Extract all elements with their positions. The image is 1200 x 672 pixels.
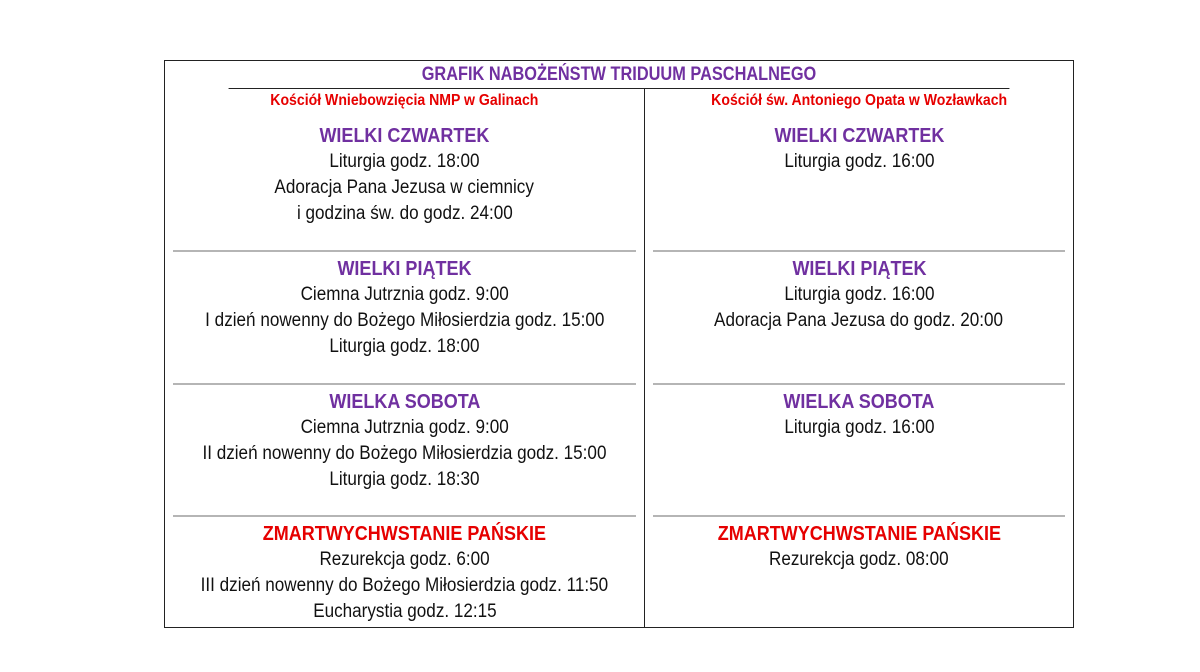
day-heading-text: ZMARTWYCHWSTANIE PAŃSKIE	[717, 523, 1001, 545]
section-divider	[173, 250, 636, 252]
section-divider	[653, 515, 1065, 517]
day-heading	[645, 521, 1073, 547]
service-line	[165, 573, 644, 599]
day-heading-text: WIELKI PIĄTEK	[791, 258, 926, 280]
service-line	[645, 149, 1073, 175]
service-line-text: Liturgia godz. 16:00	[783, 417, 935, 438]
service-line-text: II dzień nowenny do Bożego Miłosierdzia godz. 15:00	[202, 443, 607, 464]
section-good-friday-left	[165, 256, 644, 360]
service-line	[645, 547, 1073, 573]
service-line-text: Eucharystia godz. 12:15	[312, 601, 497, 622]
service-line-text: Adoracja Pana Jezusa do godz. 20:00	[714, 310, 1004, 331]
day-heading-text: WIELKA SOBOTA	[328, 391, 480, 413]
day-heading-text: WIELKI PIĄTEK	[337, 258, 472, 280]
service-line	[645, 282, 1073, 308]
day-heading	[645, 123, 1073, 149]
church-name-right	[645, 90, 1073, 112]
service-line-text: Ciemna Jutrznia godz. 9:00	[300, 417, 509, 438]
section-divider	[653, 250, 1065, 252]
section-holy-thursday-left	[165, 123, 644, 227]
section-divider	[173, 383, 636, 385]
service-line-text: Rezurekcja godz. 08:00	[769, 549, 949, 570]
day-heading-text: ZMARTWYCHWSTANIE PAŃSKIE	[262, 523, 547, 545]
service-line	[165, 201, 644, 227]
day-heading	[165, 256, 644, 282]
service-line	[165, 599, 644, 625]
service-line	[165, 467, 644, 493]
day-heading	[165, 123, 644, 149]
service-line-text: Liturgia godz. 18:00	[329, 336, 480, 357]
day-heading	[645, 256, 1073, 282]
day-heading	[645, 389, 1073, 415]
service-line	[165, 175, 644, 201]
service-line-text: I dzień nowenny do Bożego Miłosierdzia godz. 15:00	[204, 310, 605, 331]
section-divider	[173, 515, 636, 517]
section-holy-thursday-right	[645, 123, 1073, 175]
service-line	[645, 308, 1073, 334]
service-line-text: i godzina św. do godz. 24:00	[296, 203, 513, 224]
section-holy-saturday-right	[645, 389, 1073, 441]
section-easter-right	[645, 521, 1073, 573]
church-name-left-text: Kościół Wniebowzięcia NMP w Galinach	[270, 92, 539, 109]
day-heading-text: WIELKI CZWARTEK	[774, 125, 944, 147]
service-line	[165, 149, 644, 175]
day-heading-text: WIELKI CZWARTEK	[319, 125, 490, 147]
service-line-text: Ciemna Jutrznia godz. 9:00	[300, 284, 509, 305]
section-good-friday-right	[645, 256, 1073, 334]
schedule-columns	[165, 89, 1073, 627]
day-heading	[165, 521, 644, 547]
column-wozlawki	[645, 89, 1073, 627]
service-line-text: III dzień nowenny do Bożego Miłosierdzia godz. 11:50	[200, 575, 609, 596]
service-line	[165, 415, 644, 441]
service-line-text: Liturgia godz. 18:00	[329, 151, 480, 172]
day-heading-text: WIELKA SOBOTA	[783, 391, 935, 413]
service-line	[165, 547, 644, 573]
service-line	[645, 415, 1073, 441]
service-line	[165, 282, 644, 308]
section-easter-left	[165, 521, 644, 625]
column-galiny	[165, 89, 645, 627]
section-divider	[653, 383, 1065, 385]
church-name-right-text: Kościół św. Antoniego Opata w Wozławkach	[711, 92, 1007, 109]
section-holy-saturday-left	[165, 389, 644, 493]
service-line-text: Liturgia godz. 16:00	[783, 284, 935, 305]
service-line	[165, 334, 644, 360]
schedule-title: GRAFIK NABOŻEŃSTW TRIDUUM PASCHALNEGO	[229, 61, 1010, 89]
church-name-left	[165, 90, 644, 112]
service-line-text: Rezurekcja godz. 6:00	[319, 549, 490, 570]
schedule-table	[164, 60, 1074, 628]
service-line	[165, 308, 644, 334]
service-line	[165, 441, 644, 467]
service-line-text: Adoracja Pana Jezusa w ciemnicy	[274, 177, 535, 198]
service-line-text: Liturgia godz. 16:00	[783, 151, 935, 172]
service-line-text: Liturgia godz. 18:30	[329, 469, 480, 490]
day-heading	[165, 389, 644, 415]
